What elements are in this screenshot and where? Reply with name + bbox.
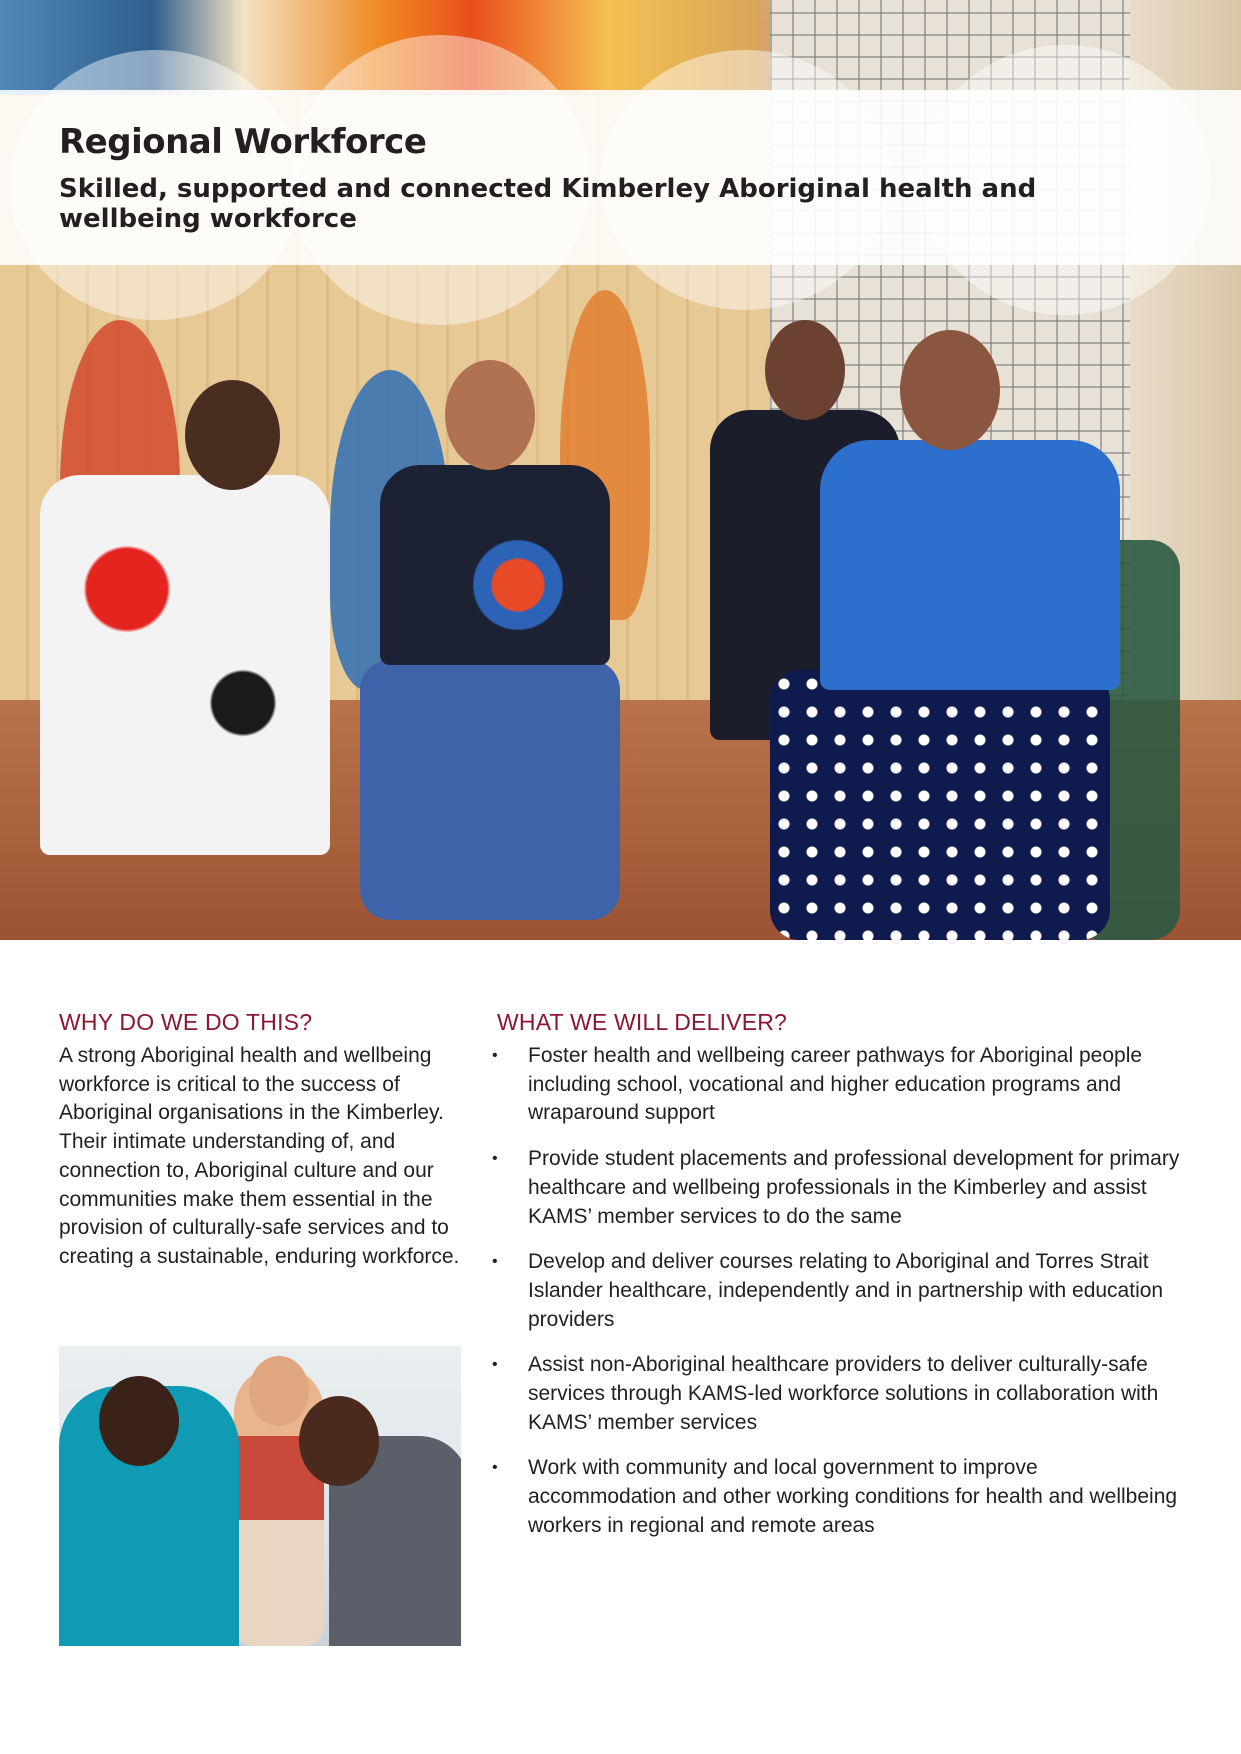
why-heading: WHY DO WE DO THIS? [59,1009,313,1035]
list-item [490,1454,1190,1540]
deliver-heading: WHAT WE WILL DELIVER? [497,1009,788,1035]
bullet-icon: • [492,1459,498,1477]
bullet-icon: • [492,1047,498,1064]
seated-woman-center [330,360,660,940]
list-item [490,1042,1190,1128]
training-photo [59,1346,461,1646]
deliver-list [490,1042,1190,1558]
page-subtitle: Skilled, supported and connected Kimberley Aboriginal health and wellbeing workforce [59,174,1037,234]
anatomy-model-head [249,1356,309,1426]
bullet-icon: • [492,1253,498,1271]
list-item-text: Assist non-Aboriginal healthcare providers to deliver culturally-safe services through KAMS-led workforce solutions in collaboration with KAMS’ member services [528,1353,1159,1434]
seated-woman-right [760,330,1160,940]
list-item [490,1248,1190,1334]
page-title: Regional Workforce [59,122,427,162]
list-item-text: Work with community and local government to improve accommodation and other working conditions for health and wellbeing workers in regional and remote areas [528,1456,1178,1537]
student-right-head [299,1396,379,1486]
seated-woman-left [0,380,330,900]
bullet-icon: • [492,1150,498,1168]
why-paragraph: A strong Aboriginal health and wellbeing workforce is critical to the success of Aboriginal organisations in the Kimberley. Their intimate understanding of, and connection to, Aboriginal culture and our communities make them essential in the provision of culturally-safe services and to creating a sustainable, enduring workforce. [59,1044,460,1268]
bullet-icon: • [492,1356,498,1374]
list-item-text: Provide student placements and professional development for primary healthcare and wellbeing professionals in the Kimberley and assist KAMS’ member services to do the same [528,1147,1180,1228]
student-left-head [99,1376,179,1466]
list-item-text: Develop and deliver courses relating to Aboriginal and Torres Strait Islander healthcare, independently and in partnership with education providers [528,1250,1164,1331]
list-item [490,1145,1190,1231]
list-item-text: Foster health and wellbeing career pathways for Aboriginal people including school, vocational and higher education programs and wraparound support [528,1044,1143,1125]
list-item [490,1351,1190,1437]
